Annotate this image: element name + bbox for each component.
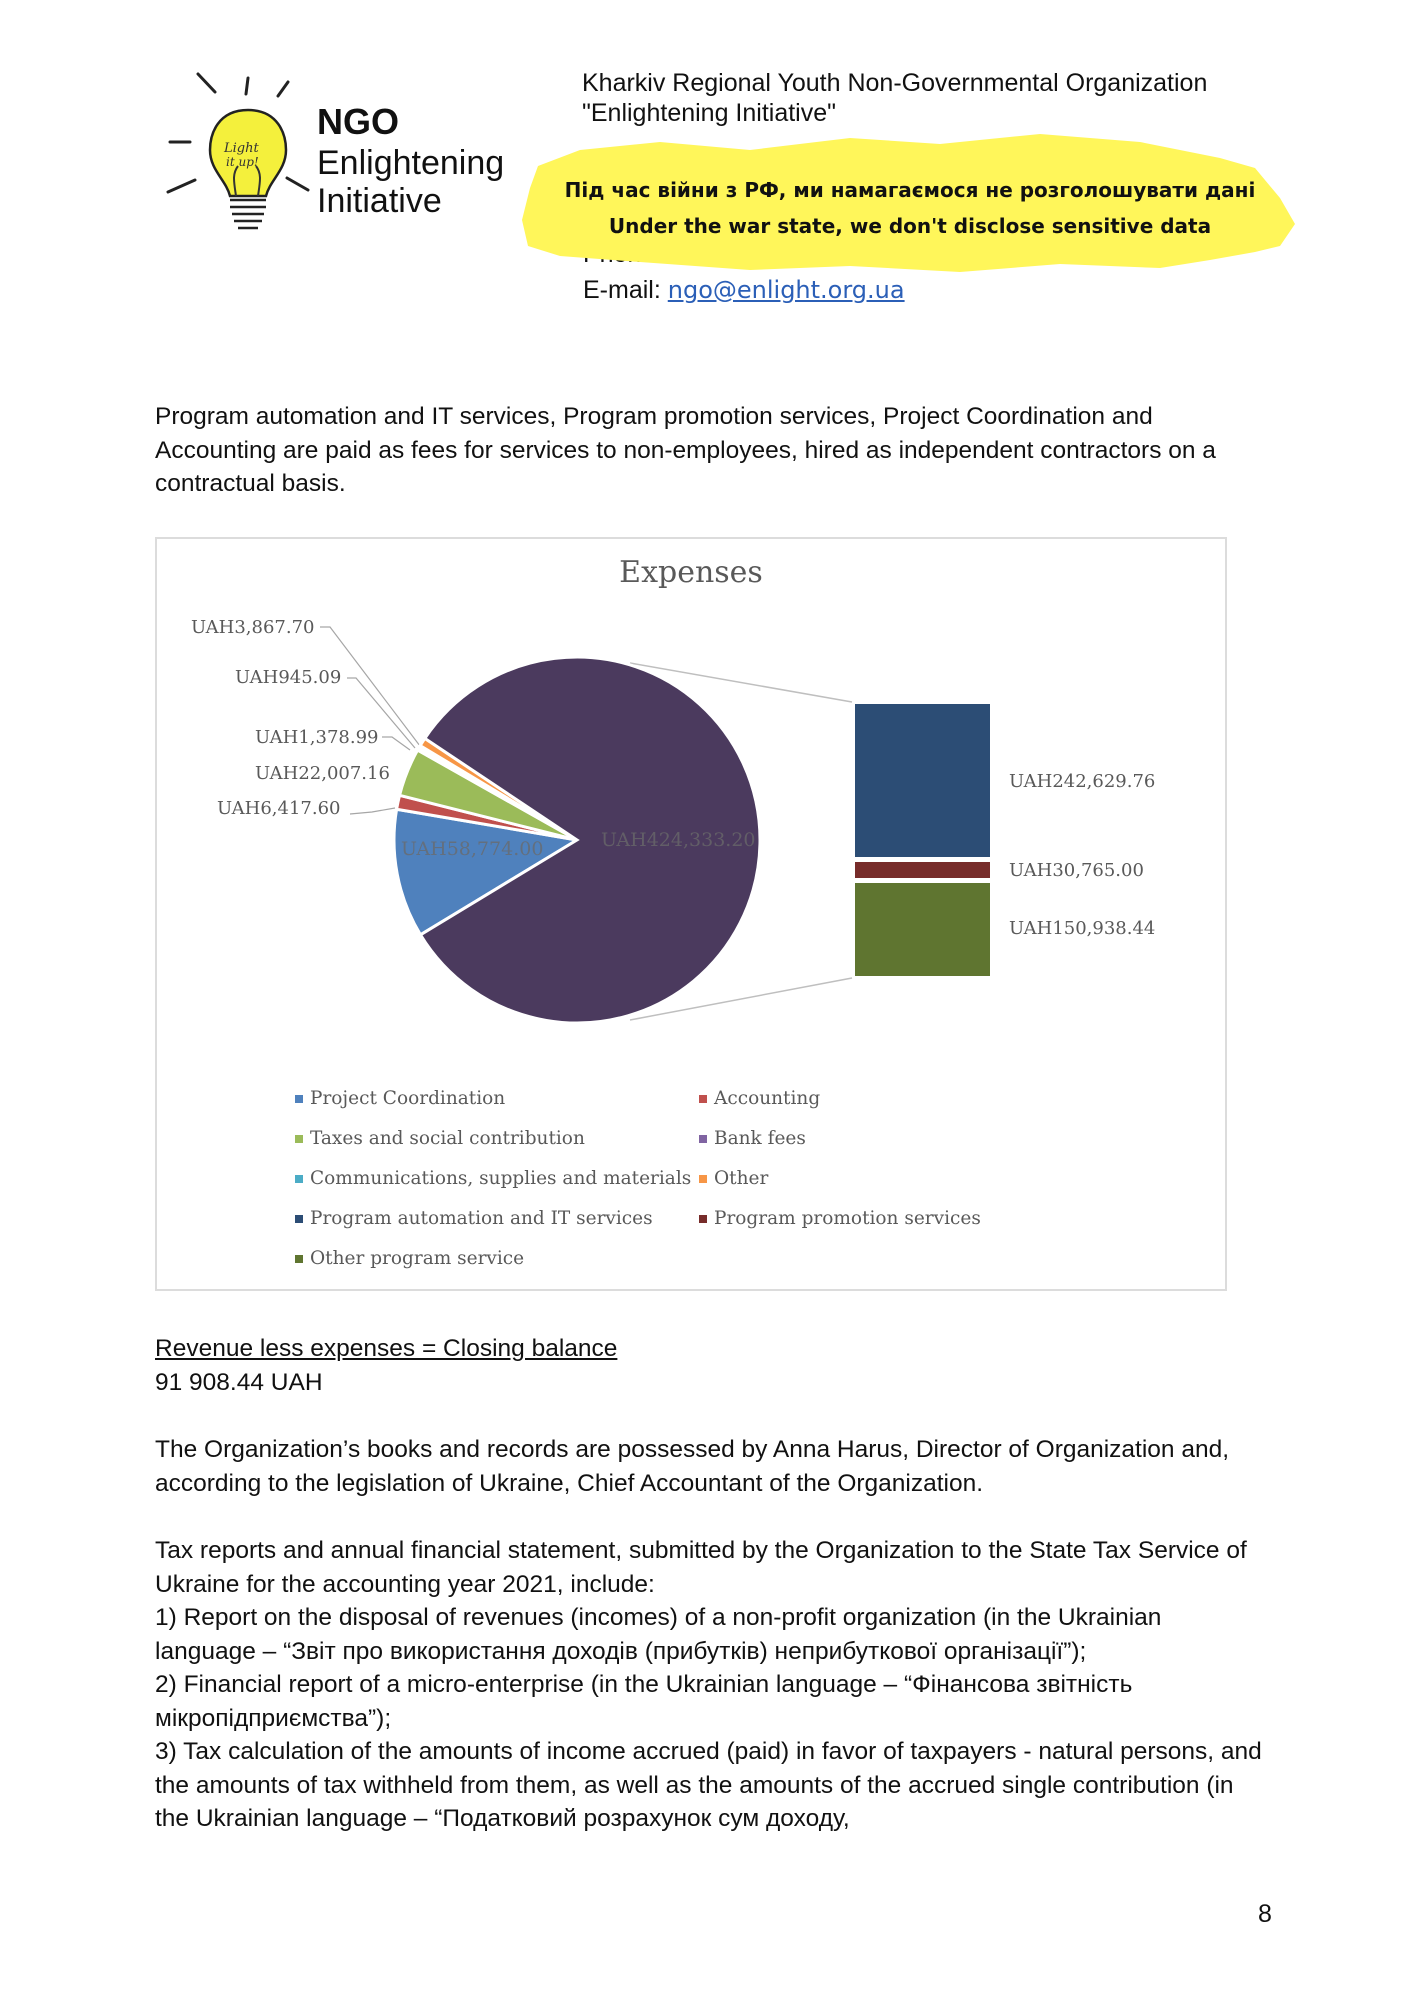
bar-segment-other-program (855, 883, 990, 976)
tax-report-item-1: 1) Report on the disposal of revenues (incomes) of a non-profit organization (in the Ukrainian language – “Звіт про використання доходів (прибутків) неприбуткової організації”); (155, 1604, 1162, 1665)
legend-swatch (699, 1135, 707, 1143)
data-label-project-coordination: UAH58,774.00 (401, 838, 544, 860)
legend-label: Accounting (714, 1088, 821, 1109)
legend-item-accounting (699, 1088, 820, 1109)
books-paragraph: The Organization’s books and records are possessed by Anna Harus, Director of Organization and, according to the legislation of Ukraine, Chief Accountant of the Organization. (155, 1436, 1230, 1497)
data-label-promotion: UAH30,765.00 (1009, 860, 1144, 881)
tax-reports-section (155, 1534, 1265, 1836)
legend-item-bank-fees (699, 1128, 806, 1149)
legend-item-taxes (295, 1128, 585, 1149)
data-label-communications: UAH945.09 (235, 667, 342, 688)
logo-title-enlightening: Enlightening (317, 144, 505, 182)
banner-line-english: Under the war state, we don't disclose sensitive data (608, 214, 1212, 238)
data-label-bank-fees: UAH1,378.99 (255, 727, 379, 748)
email-label: E-mail: (583, 276, 661, 304)
org-name-line-1: Kharkiv Regional Youth Non-Governmental Organization (582, 69, 1208, 97)
legend-label: Taxes and social contribution (310, 1128, 585, 1149)
legend-swatch (295, 1135, 303, 1143)
tax-report-item-3: 3) Tax calculation of the amounts of income accrued (paid) in favor of taxpayers - natural persons, and the amounts of tax withheld from them, as well as the amounts of the accrued single contribution (in the Ukrainian language – “Податковий розрахунок сум доходу, (155, 1738, 1262, 1832)
legend-label: Program promotion services (714, 1208, 981, 1229)
legend-item-it-services (295, 1208, 653, 1229)
legend-item-other (699, 1168, 768, 1189)
legend-item-project-coordination (295, 1088, 505, 1109)
tax-reports-intro: Tax reports and annual financial statement, submitted by the Organization to the State Tax Service of Ukraine for the accounting year 2021, include: (155, 1537, 1247, 1598)
legend-item-communications (295, 1168, 691, 1189)
page-number: 8 (1258, 1900, 1272, 1928)
data-label-accounting: UAH6,417.60 (217, 798, 341, 819)
legend-label: Other (714, 1168, 769, 1189)
legend-label: Communications, supplies and materials (310, 1168, 692, 1189)
data-label-other: UAH3,867.70 (191, 617, 315, 638)
bar-segment-it-services (855, 704, 990, 857)
banner-line-ukrainian: Під час війни з РФ, ми намагаємося не розголошувати дані (564, 178, 1256, 202)
data-label-other-program: UAH150,938.44 (1009, 918, 1156, 939)
email-link[interactable]: ngo@enlight.org.ua (667, 276, 905, 304)
data-label-program-services: UAH424,333.20 (601, 829, 756, 851)
legend-swatch (699, 1175, 707, 1183)
legend-label: Bank fees (714, 1128, 806, 1149)
logo-title-ngo: NGO (317, 101, 400, 142)
closing-balance-heading: Revenue less expenses = Closing balance (155, 1335, 618, 1362)
svg-text:it up!: it up! (226, 155, 259, 169)
bar-segment-promotion (855, 862, 990, 878)
logo-title-initiative: Initiative (317, 182, 442, 220)
legend-label: Other program service (310, 1248, 525, 1269)
legend-swatch (699, 1215, 707, 1223)
legend-item-promotion (699, 1208, 981, 1229)
chart-title: Expenses (619, 555, 763, 590)
legend-swatch (295, 1175, 303, 1183)
data-label-taxes: UAH22,007.16 (255, 763, 390, 784)
tax-report-item-2: 2) Financial report of a micro-enterprise (in the Ukrainian language – “Фінансова звітність мікропідприємства”); (155, 1671, 1133, 1732)
intro-paragraph: Program automation and IT services, Program promotion services, Project Coordination and Accounting are paid as fees for services to non-employees, hired as independent contractors on a contractual basis. (155, 403, 1216, 497)
data-label-it-services: UAH242,629.76 (1009, 771, 1156, 792)
org-name-line-2: "Enlightening Initiative" (582, 99, 837, 127)
legend-swatch (295, 1215, 303, 1223)
legend-label: Project Coordination (310, 1088, 506, 1109)
legend-item-other-program (295, 1248, 524, 1269)
svg-text:Light: Light (224, 141, 259, 156)
legend-swatch (699, 1095, 707, 1103)
closing-balance-value: 91 908.44 UAH (155, 1369, 323, 1396)
legend-swatch (295, 1255, 303, 1263)
legend-label: Program automation and IT services (310, 1208, 653, 1229)
legend-swatch (295, 1095, 303, 1103)
